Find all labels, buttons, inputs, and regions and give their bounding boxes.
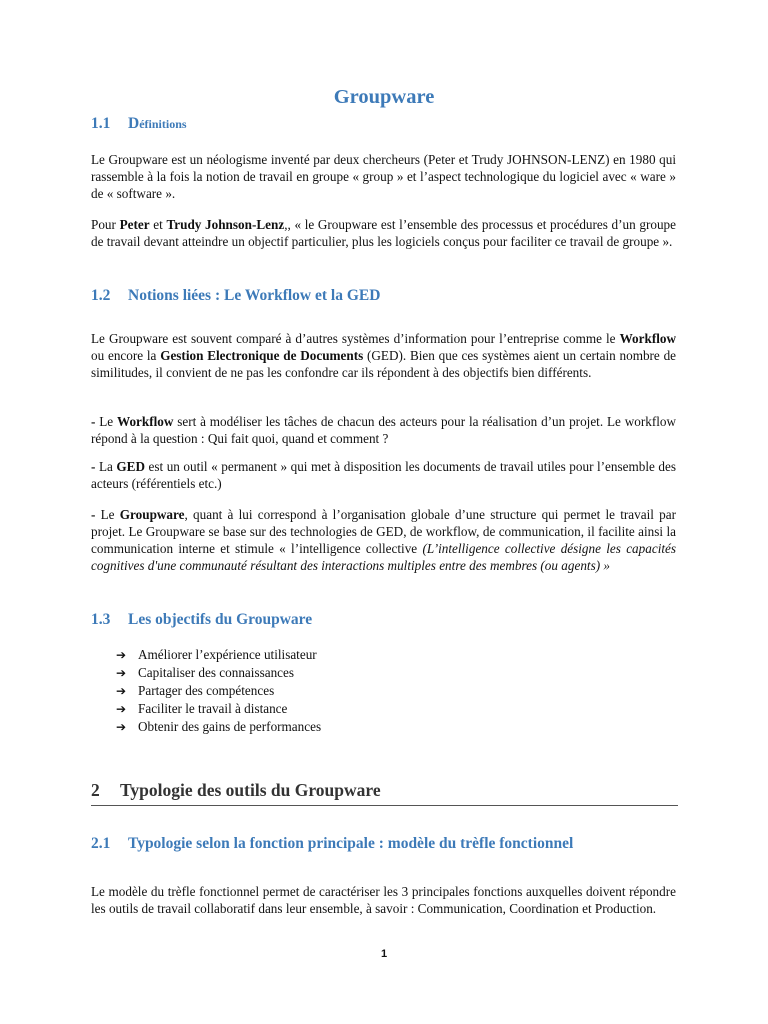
dash: -: [91, 507, 101, 522]
list-item-text: Obtenir des gains de performances: [138, 719, 322, 734]
section-number: 2.1: [91, 835, 111, 852]
chapter-number: 2: [91, 780, 100, 800]
paragraph-johnson-lenz: [91, 216, 676, 250]
text-run: (GED). Bien que ces systèmes aient un certain nombre de similitudes, il convient de ne pas les confondre car ils répondent à des objectifs bien différents.: [91, 348, 677, 380]
text-run: Le Groupware est souvent comparé à d’autres systèmes d’information pour l’entreprise comme le: [91, 331, 620, 346]
arrow-right-icon: ➔: [116, 702, 127, 716]
list-item-text: Faciliter le travail à distance: [138, 701, 288, 716]
paragraph-definition: [91, 151, 676, 202]
paragraph-text: Le modèle du trèfle fonctionnel permet de caractériser les 3 principales fonctions auxquelles doivent répondre les outils de travail collaboratif dans leur ensemble, à savoir : Communication, Coordination et Production.: [91, 884, 676, 916]
text-run: sert à modéliser les tâches de chacun des acteurs pour la réalisation d’un projet. Le workflow répond à la question : Qui fait quoi, quand et comment ?: [91, 414, 676, 446]
paragraph-text: Le Groupware est un néologisme inventé par deux chercheurs (Peter et Trudy JOHNSON-LENZ) en 1980 qui rassemble à la fois la notion de travail en groupe « group » et l’aspect technologique du logiciel avec « ware » de « software ».: [91, 152, 676, 201]
heading-text: Notions liées : Le Workflow et la GED: [128, 287, 381, 304]
heading-initial: D: [128, 115, 140, 132]
list-item: [116, 682, 321, 700]
paragraph-groupware: [91, 506, 676, 574]
list-item: [116, 718, 321, 736]
bold-run: Groupware: [119, 507, 185, 522]
list-item-text: Améliorer l’expérience utilisateur: [138, 647, 317, 662]
heading-text: Typologie des outils du Groupware: [120, 780, 381, 800]
page-number: 1: [380, 948, 388, 960]
arrow-right-icon: ➔: [116, 720, 127, 734]
section-number: 1.1: [91, 115, 111, 132]
heading-text: Les objectifs du Groupware: [128, 611, 313, 628]
section-number: 1.3: [91, 611, 111, 628]
paragraph-ged: [91, 458, 676, 492]
bold-run: Trudy Johnson-Lenz: [166, 217, 285, 232]
text-run: et: [149, 217, 167, 232]
heading-2-1: [91, 835, 573, 853]
list-item: [116, 646, 321, 664]
italic-run: (L’intelligence collective désigne les capacités cognitives d'une communauté résultant des interactions multiples entre des membres (ou agents) »: [91, 541, 677, 573]
list-item: [116, 664, 321, 682]
heading-1-2: [91, 287, 380, 305]
paragraph-workflow: [91, 413, 676, 447]
arrow-right-icon: ➔: [116, 648, 127, 662]
heading-text: Typologie selon la fonction principale : modèle du trèfle fonctionnel: [128, 835, 574, 852]
list-item: [116, 700, 321, 718]
paragraph-comparison: [91, 330, 676, 381]
document-title: Groupware: [333, 86, 435, 108]
dash: -: [91, 459, 99, 474]
list-item-text: Capitaliser des connaissances: [138, 665, 295, 680]
arrow-right-icon: ➔: [116, 684, 127, 698]
paragraph-trefle: [91, 883, 676, 917]
heading-text: éfinitions: [139, 117, 187, 131]
text-run: ou encore la: [91, 348, 161, 363]
text-run: La: [98, 459, 117, 474]
text-run: Le: [99, 414, 117, 429]
text-run: , quant à lui correspond à l’organisation globale d’une structure qui permet le travail par projet. Le Groupware se base sur des technologies de GED, de workflow, de communication, il facilite ainsi la communication interne et stimule « l’intelligence collective: [91, 507, 676, 556]
text-run: Le: [100, 507, 120, 522]
bold-run: Gestion Electronique de Documents: [160, 348, 364, 363]
heading-1-3: [91, 611, 312, 629]
text-run: Pour: [91, 217, 120, 232]
objectives-list: [116, 646, 321, 736]
arrow-right-icon: ➔: [116, 666, 127, 680]
heading-1-1: [91, 115, 187, 133]
chapter-2-heading: [91, 780, 678, 806]
bold-run: Peter: [119, 217, 150, 232]
bold-run: GED: [116, 459, 145, 474]
text-run: ,, « le Groupware est l’ensemble des processus et procédures d’un groupe de travail devant atteindre un objectif particulier, plus les logiciels conçus pour faciliter ce travail de groupe ».: [91, 217, 676, 249]
text-run: est un outil « permanent » qui met à disposition les documents de travail utiles pour l’ensemble des acteurs (référentiels etc.): [91, 459, 676, 491]
bold-run: Workflow: [619, 331, 676, 346]
section-number: 1.2: [91, 287, 111, 304]
list-item-text: Partager des compétences: [138, 683, 275, 698]
bold-run: Workflow: [116, 414, 174, 429]
dash: -: [91, 414, 100, 429]
